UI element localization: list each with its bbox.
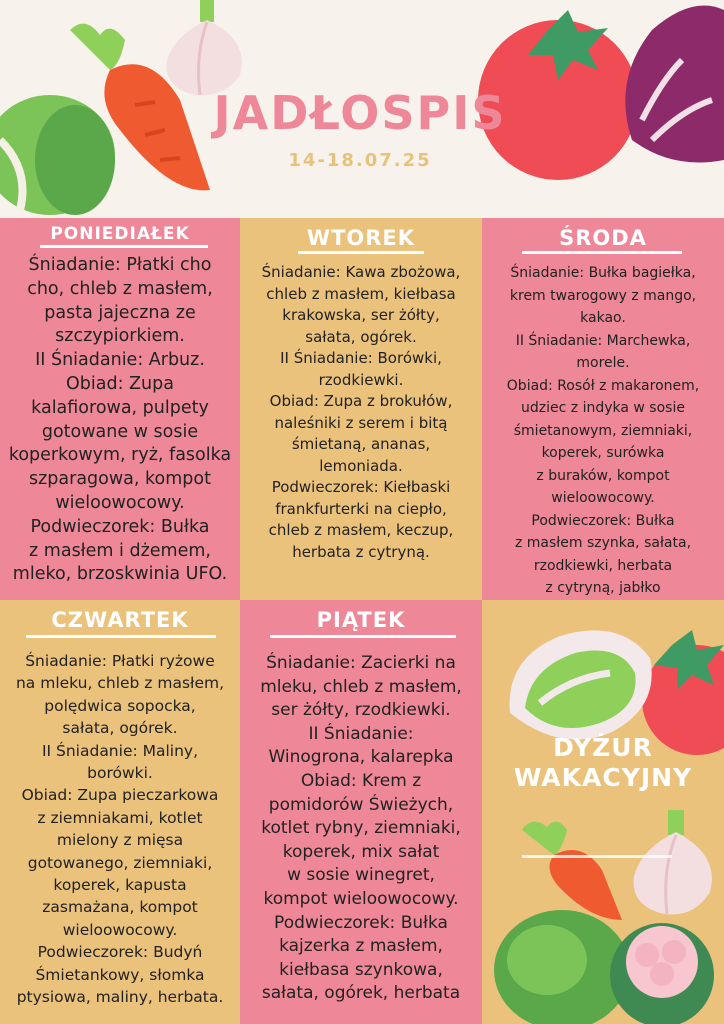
menu-line: kotlet rybny, ziemniaki, [261,818,461,839]
menu-line: z masłem i dżemem, [29,540,211,561]
lettuce-icon [500,618,660,748]
menu-line: ptysiowa, maliny, herbata. [16,988,224,1007]
menu-line: lemoniada. [319,456,403,475]
menu-line: gotowanego, ziemniaki, [27,853,213,872]
menu-line: polędwica sopocka, [44,696,196,715]
menu-line: wieloowocowy. [551,490,655,506]
menu-line: pomidorów Świeżych, [268,794,454,815]
day-title-thursday: CZWARTEK [51,608,189,632]
day-card-monday [0,218,240,600]
menu-line: Obiad: Krem z [300,770,422,791]
menu-line: szczypiorkiem. [55,326,185,347]
menu-line: koperek, mix sałat [282,841,440,862]
cauliflower-icon [602,900,724,1024]
menu-line: II Śniadanie: [308,723,414,744]
menu-line: Podwieczorek: Bułka [274,912,448,933]
menu-line: chleb z masłem, keczup, [268,521,454,539]
menu-line: koperkowym, ryż, fasolka [8,445,232,466]
radicchio-icon [612,0,724,170]
menu-line: mielony z mięsa [56,831,184,850]
menu-line: zasmażana, kompot [42,898,198,917]
menu-line: cho, chleb z masłem, [27,278,213,299]
menu-line: Podwieczorek: Bułka [531,512,675,529]
menu-line: z masłem szynka, sałata, [514,535,692,551]
divider [522,251,682,254]
menu-monday [0,254,240,587]
menu-wednesday [482,262,724,600]
day-card-wednesday [482,218,724,600]
menu-line: z buraków, kompot [536,467,670,484]
day-title-tuesday: WTOREK [306,226,416,250]
menu-line: wieloowocowy. [55,492,185,513]
menu-line: kompot wieloowocowy. [263,888,459,909]
day-title-wednesday: ŚRODA [559,226,647,250]
menu-line: Obiad: Rosół z makaronem, [506,377,700,394]
menu-line: z ziemniakami, kotlet [37,808,203,827]
menu-line: sałata, ogórek. [62,719,178,738]
menu-line: Śniadanie: Kawa zbożowa, [261,263,461,281]
divider [270,635,456,638]
menu-friday [240,652,482,1006]
menu-line: Podwieczorek: Budyń [37,943,203,962]
day-card-thursday [0,600,240,1024]
menu-line: koperek, kapusta [53,876,187,895]
menu-line: sałata, ogórek. [305,327,417,346]
menu-line: śmietaną, ananas, [291,435,431,453]
menu-line: wieloowocowy. [62,920,178,939]
menu-line: pasta jajeczna ze [44,302,196,323]
menu-line: Śniadanie: Płatki cho [28,255,212,275]
menu-line: gotowane w sosie [41,421,199,442]
menu-line: rzodkiewki. [318,370,404,389]
menu-line: II Śniadanie: Borówki, [280,349,442,367]
menu-line: kakao. [580,310,626,326]
day-card-tuesday [240,218,482,600]
menu-line: II Śniadanie: Maliny, [41,741,199,760]
page-title: JADŁOSPIS [213,86,507,140]
menu-line: z cytryną, jabłko [545,580,661,596]
menu-line: kajzerka z masłem, [279,936,443,957]
menu-line: na mleku, chleb z masłem, [15,674,225,693]
duty-panel [482,600,724,1024]
duty-label [482,733,724,793]
menu-line: naleśniki z serem i bitą [274,413,448,432]
menu-line: Obiad: Zupa pieczarkowa [21,786,219,805]
menu-line: Winogrona, kalarepka [268,747,454,768]
menu-line: II Śniadanie: Arbuz. [35,350,205,371]
menu-line: krakowska, ser żółty, [282,306,440,324]
menu-line: ser żółty, rzodkiewki. [271,700,451,721]
divider [40,245,208,248]
duty-line-2: WAKACYJNY [513,763,693,792]
menu-line: chleb z masłem, kiełbasa [266,284,456,303]
menu-line: mleku, chleb z masłem, [260,676,462,697]
menu-line: Podwieczorek: Bułka [30,516,210,537]
menu-line: Podwieczorek: Kiełbaski [271,478,451,496]
menu-line: Śniadanie: Zacierki na [266,653,456,673]
menu-line: II Śniadanie: Marchewka, [515,332,691,349]
day-card-friday [240,600,482,1024]
menu-line: frankfurterki na ciepło, [275,499,447,518]
divider [522,855,672,858]
menu-line: krem twarogowy z mango, [509,287,697,304]
menu-thursday [0,650,240,1009]
day-title-friday: PIĄTEK [316,608,406,632]
divider [298,251,424,254]
menu-line: borówki. [87,764,153,783]
divider [26,635,216,638]
menu-line: mleko, brzoskwinia UFO. [12,564,228,585]
menu-tuesday [240,262,482,563]
menu-line: śmietanowym, ziemniaki, [513,422,693,439]
menu-line: sałata, ogórek, herbata [261,983,461,1004]
menu-line: Obiad: Zupa [66,373,174,394]
day-title-monday: PONIEDIAŁEK [50,224,190,244]
menu-line: udziec z indyka w sosie [521,400,685,416]
menu-line: szparagowa, kompot [29,469,211,490]
menu-line: Obiad: Zupa z brokułów, [269,392,453,410]
date-range: 14-18.07.25 [288,150,432,171]
menu-line: rzodkiewki, herbata [533,557,673,574]
menu-line: morele. [576,355,630,371]
menu-line: herbata z cytryną. [292,542,430,561]
duty-line-1: DYŻUR [553,733,653,762]
menu-line: kalafiorowa, pulpety [31,397,209,418]
menu-line: kiełbasa szynkowa, [279,959,443,980]
menu-line: w sosie winegret, [287,865,435,886]
menu-line: Śniadanie: Bułka bagiełka, [510,265,696,281]
header-banner [0,0,724,218]
garlic-icon [155,0,255,100]
menu-line: koperek, surówka [541,445,665,461]
menu-line: Śniadanie: Płatki ryżowe [25,652,215,670]
menu-line: Śmietankowy, słomka [35,965,205,984]
